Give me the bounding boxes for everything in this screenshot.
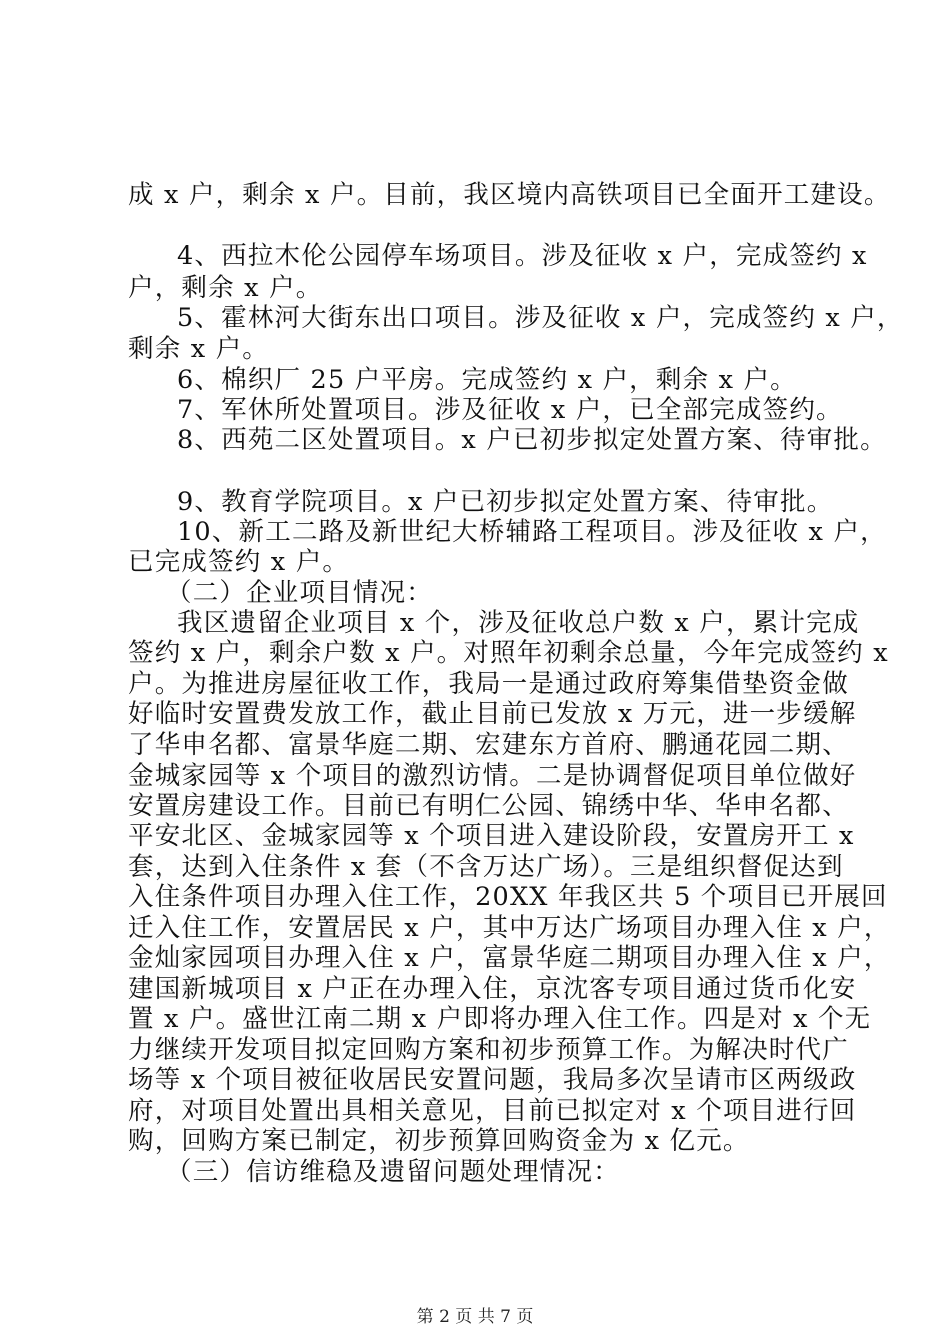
- text-line: 了华申名都、富景华庭二期、宏建东方首府、鹏通花园二期、: [128, 730, 849, 760]
- text-line: 已完成签约 x 户。: [128, 547, 350, 577]
- text-line: 7、军休所处置项目。涉及征收 x 户，已全部完成签约。: [177, 395, 843, 425]
- page-number: 第 2 页 共 7 页: [416, 1307, 534, 1327]
- text-line: 10、新工二路及新世纪大桥辅路工程项目。涉及征收 x 户，: [177, 517, 887, 547]
- text-line: 场等 x 个项目被征收居民安置问题，我局多次呈请市区两级政: [128, 1065, 857, 1095]
- text-line: 9、教育学院项目。x 户已初步拟定处置方案、待审批。: [177, 487, 834, 517]
- text-line: 剩余 x 户。: [128, 334, 269, 364]
- text-line: 套，达到入住条件 x 套（不含万达广场）。三是组织督促达到: [128, 852, 844, 882]
- text-line: 平安北区、金城家园等 x 个项目进入建设阶段，安置房开工 x: [128, 821, 855, 851]
- section-heading: （三）信访维稳及遗留问题处理情况：: [166, 1157, 620, 1187]
- text-line: 购，回购方案已制定，初步预算回购资金为 x 亿元。: [128, 1126, 750, 1156]
- text-line: 6、棉织厂 25 户平房。完成签约 x 户，剩余 x 户。: [177, 365, 797, 395]
- text-line: 5、霍林河大街东出口项目。涉及征收 x 户，完成签约 x 户，: [177, 303, 904, 333]
- text-line: 入住条件项目办理入住工作，20XX 年我区共 5 个项目已开展回: [128, 882, 888, 912]
- section-heading: （二）企业项目情况：: [166, 578, 434, 608]
- text-line: 安置房建设工作。目前已有明仁公园、锦绣中华、华申名都、: [128, 791, 849, 821]
- text-line: 4、西拉木伦公园停车场项目。涉及征收 x 户，完成签约 x: [177, 241, 868, 271]
- text-line: 迁入住工作，安置居民 x 户，其中万达广场项目办理入住 x 户，: [128, 913, 891, 943]
- text-line: 金城家园等 x 个项目的激烈访情。二是协调督促项目单位做好: [128, 761, 857, 791]
- text-line: 金灿家园项目办理入住 x 户，富景华庭二期项目办理入住 x 户，: [128, 943, 891, 973]
- text-line: 户，剩余 x 户。: [128, 273, 323, 303]
- text-line: 置 x 户。盛世江南二期 x 户即将办理入住工作。四是对 x 个无: [128, 1004, 872, 1034]
- text-line: 8、西苑二区处置项目。x 户已初步拟定处置方案、待审批。: [177, 425, 887, 455]
- text-line: 户。为推进房屋征收工作，我局一是通过政府筹集借垫资金做: [128, 669, 849, 699]
- text-line: 签约 x 户，剩余户数 x 户。对照年初剩余总量，今年完成签约 x: [128, 638, 889, 668]
- text-line: 好临时安置费发放工作，截止目前已发放 x 万元，进一步缓解: [128, 699, 857, 729]
- text-line: 府，对项目处置出具相关意见，目前已拟定对 x 个项目进行回: [128, 1096, 857, 1126]
- text-line: 成 x 户，剩余 x 户。目前，我区境内高铁项目已全面开工建设。: [128, 180, 891, 210]
- text-line: 建国新城项目 x 户正在办理入住，京沈客专项目通过货币化安: [128, 974, 857, 1004]
- text-line: 力继续开发项目拟定回购方案和初步预算工作。为解决时代广: [128, 1035, 849, 1065]
- text-line: 我区遗留企业项目 x 个，涉及征收总户数 x 户，累计完成: [177, 608, 860, 638]
